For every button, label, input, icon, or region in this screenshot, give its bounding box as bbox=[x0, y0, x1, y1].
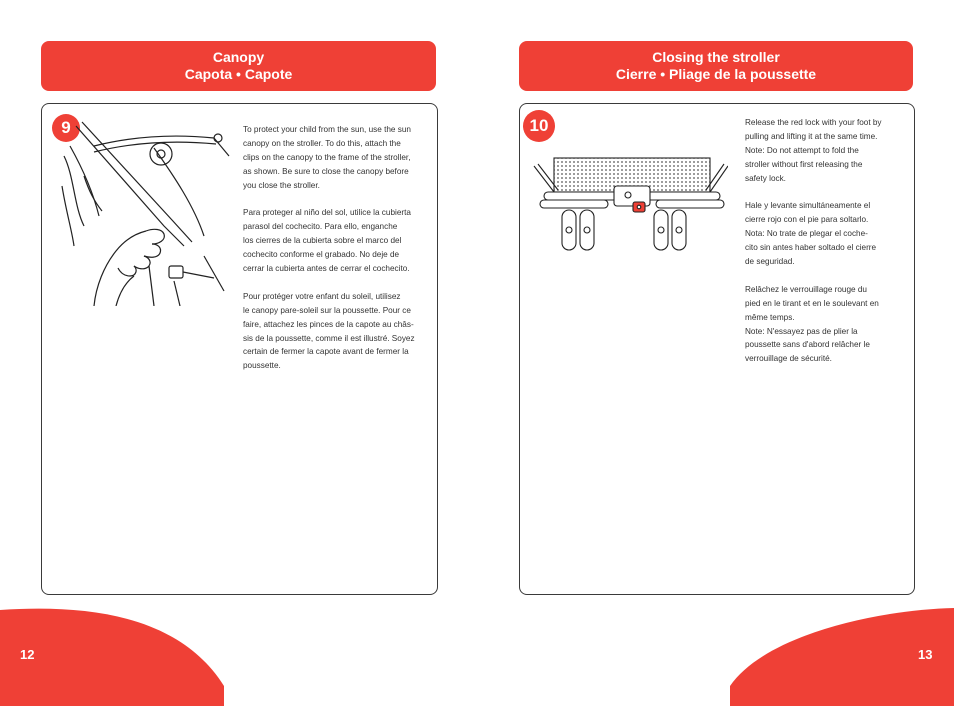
step-9-badge: 9 bbox=[52, 114, 80, 142]
instruction-fr: Relâchez le verrouillage rouge du pied en le tirant et en le soulevant en même temps. Note: N'essayez pas de plier la poussette sans d'abord relâcher le verrouillage de sécurité. bbox=[745, 284, 879, 364]
instruction-fr: Pour protéger votre enfant du soleil, utilisez le canopy pare-soleil sur la poussette. Pour ce faire, attachez les pinces de la capote au châs- sis de la poussette, comme il est illustré. Soyez certain de fermer la capote avant de fermer la poussette. bbox=[243, 291, 415, 371]
canopy-clip-illustration bbox=[54, 116, 244, 306]
header-title-en: Closing the stroller bbox=[652, 49, 780, 65]
instruction-en: Release the red lock with your foot by pulling and lifting it at the same time. Note: Do not attempt to fold the stroller without first releasing the safety lock. bbox=[745, 118, 882, 183]
step-10-instructions bbox=[745, 116, 910, 380]
page-number-right: 13 bbox=[918, 647, 933, 662]
header-title-en: Canopy bbox=[212, 49, 265, 65]
step-9-instructions bbox=[243, 123, 433, 387]
step-10-badge: 10 bbox=[523, 110, 555, 142]
closing-stroller-section-header bbox=[519, 41, 913, 91]
instruction-es: Hale y levante simultáneamente el cierre rojo con el pie para soltarlo. Nota: No trate de plegar el coche- cito sin antes haber soltado el cierre de seguridad. bbox=[745, 201, 877, 267]
header-title-es-fr: Capota • Capote bbox=[184, 66, 293, 82]
canopy-section-header bbox=[41, 41, 436, 91]
instruction-es: Para proteger al niño del sol, utilice la cubierta parasol del cochecito. Para ello, enganche los cierres de la cubierta sobre el marco del cochecito conforme el grabado. No deje de cerrar la cubierta antes de cerrar el cochecito. bbox=[243, 208, 411, 274]
stroller-lock-illustration bbox=[528, 156, 728, 256]
step-9-panel bbox=[41, 103, 438, 595]
page-corner-decoration-left bbox=[0, 606, 240, 706]
step-10-panel bbox=[519, 103, 915, 595]
page-number-left: 12 bbox=[20, 647, 35, 662]
header-title-es-fr: Cierre • Pliage de la poussette bbox=[615, 66, 817, 82]
instruction-en: To protect your child from the sun, use the sun canopy on the stroller. To do this, attach the clips on the canopy to the frame of the stroller, as shown. Be sure to close the canopy before you close the stroller. bbox=[243, 125, 411, 190]
